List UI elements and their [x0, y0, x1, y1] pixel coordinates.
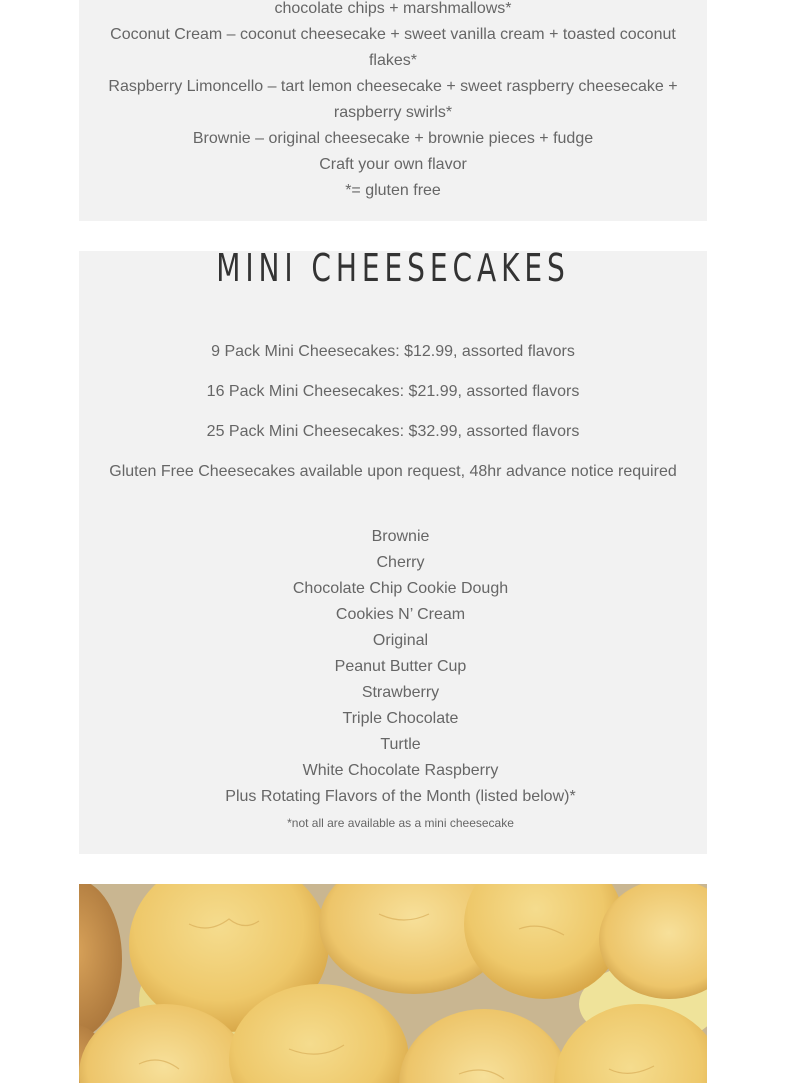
flavor-line: Craft your own flavor — [319, 156, 467, 173]
flavor-list-top — [79, 0, 707, 204]
price-line: 9 Pack Mini Cheesecakes: $12.99, assorted flavors — [211, 343, 575, 360]
flavor-line: Raspberry Limoncello – tart lemon cheesecake + sweet raspberry cheesecake + raspberry swirls* — [108, 78, 678, 121]
flavor-item: Chocolate Chip Cookie Dough — [292, 580, 509, 597]
flavor-item: Brownie — [371, 528, 430, 545]
flavor-item: Turtle — [380, 736, 421, 753]
flavor-item: White Chocolate Raspberry — [302, 762, 499, 779]
mini-cheesecakes-heading: MINI CHEESECAKES — [216, 246, 570, 290]
flavor-item: Original — [372, 632, 429, 649]
flavor-line: chocolate chips + marshmallows* — [274, 0, 512, 17]
mini-cheesecakes-card — [79, 251, 707, 854]
flavor-item: Cookies N’ Cream — [335, 606, 466, 623]
flavor-card-top — [79, 0, 707, 221]
flavor-item: Peanut Butter Cup — [334, 658, 467, 675]
gluten-free-notice: Gluten Free Cheesecakes available upon request, 48hr advance notice required — [109, 463, 677, 480]
cookies-photo — [79, 884, 707, 1083]
flavor-item: Plus Rotating Flavors of the Month (listed below)* — [225, 788, 576, 805]
price-line: 16 Pack Mini Cheesecakes: $21.99, assorted flavors — [206, 383, 580, 400]
mini-flavor-list — [79, 524, 722, 836]
flavor-item: Strawberry — [361, 684, 440, 701]
flavor-item: Cherry — [376, 554, 425, 571]
gluten-free-note: *= gluten free — [345, 182, 441, 199]
flavor-line: Brownie – original cheesecake + brownie pieces + fudge — [192, 130, 594, 147]
mini-availability-note: *not all are available as a mini cheesecake — [287, 816, 514, 830]
price-line: 25 Pack Mini Cheesecakes: $32.99, assorted flavors — [206, 423, 580, 440]
cookies-photo-illustration — [79, 884, 707, 1083]
flavor-line: Coconut Cream – coconut cheesecake + sweet vanilla cream + toasted coconut flakes* — [110, 26, 676, 69]
flavor-item: Triple Chocolate — [342, 710, 459, 727]
